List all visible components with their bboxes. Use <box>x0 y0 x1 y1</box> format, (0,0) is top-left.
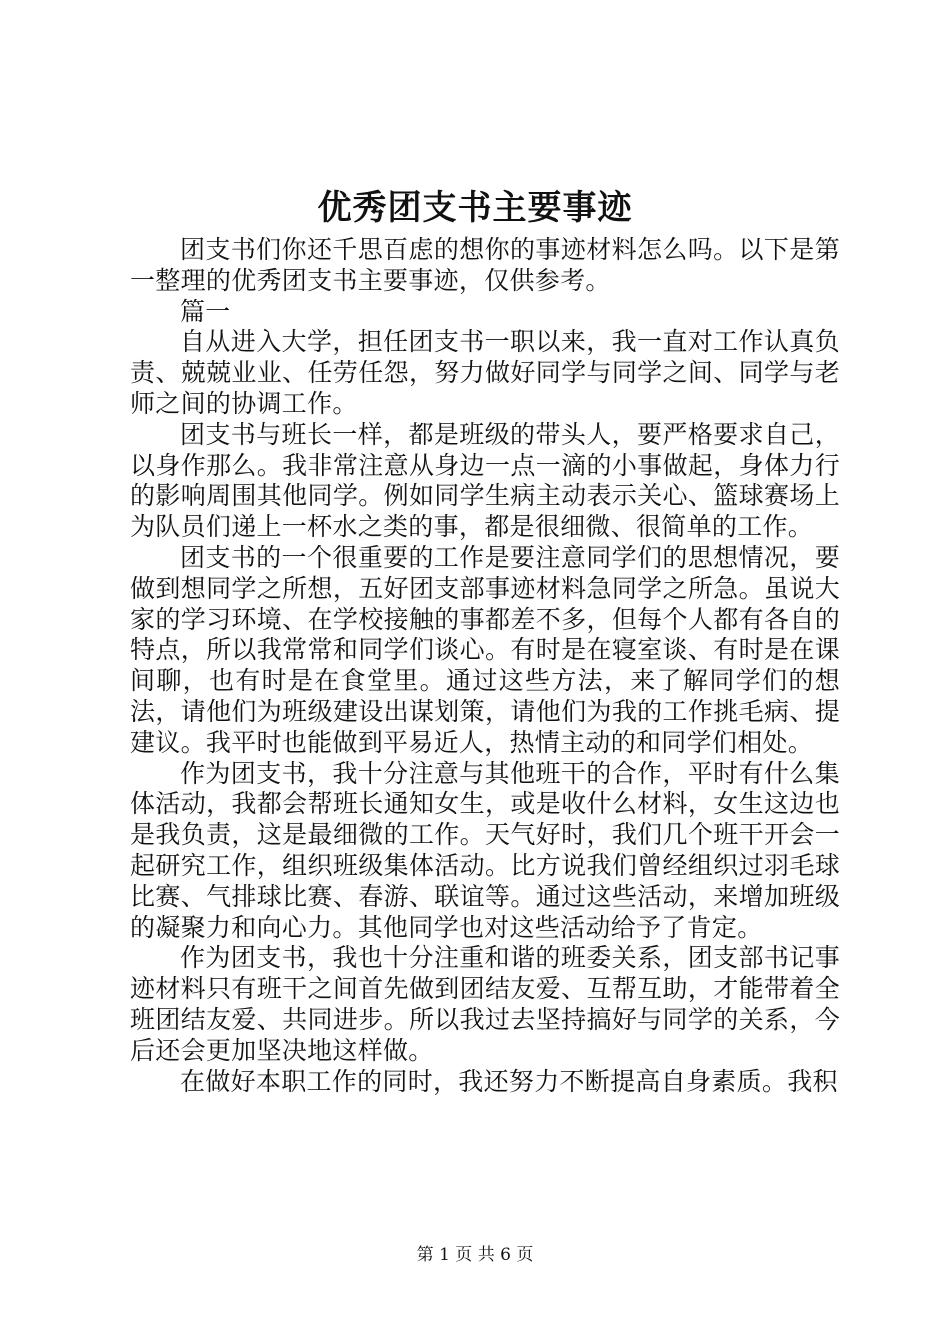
document-title: 优秀团支书主要事迹 <box>317 188 633 228</box>
paragraph: 团支书的一个很重要的工作是要注意同学们的思想情况，要做到想同学之所想，五好团支部事迹材料急同学之所急。虽说大家的学习环境、在学校接触的事都差不多，但每个人都有各自的特点，所以我常常和同学们谈心。有时是在寝室谈、有时是在课间聊，也有时是在食堂里。通过这些方法，来了解同学们的想法，请他们为班级建设出谋划策，请他们为我的工作挑毛病、提建议。我平时也能做到平易近人，热情主动的和同学们相处。 <box>130 542 840 757</box>
paragraph: 在做好本职工作的同时，我还努力不断提高自身素质。我积 <box>180 1066 838 1096</box>
paragraph: 团支书与班长一样，都是班级的带头人，要严格要求自己，以身作那么。我非常注意从身边一点一滴的小事做起，身体力行的影响周围其他同学。例如同学生病主动表示关心、篮球赛场上为队员们递上一杯水之类的事，都是很细微、很简单的工作。 <box>130 419 840 542</box>
paragraph: 作为团支书，我也十分注重和谐的班委关系，团支部书记事迹材料只有班干之间首先做到团结友爱、互帮互助，才能带着全班团结友爱、共同进步。所以我过去坚持搞好与同学的关系，今后还会更加坚决地这样做。 <box>130 943 840 1065</box>
page-number-footer: 第 1 页 共 6 页 <box>416 1245 534 1265</box>
paragraph: 作为团支书，我十分注意与其他班干的合作，平时有什么集体活动，我都会帮班长通知女生，或是收什么材料，女生这边也是我负责，这是最细微的工作。天气好时，我们几个班干开会一起研究工作，组织班级集体活动。比方说我们曾经组织过羽毛球比赛、气排球比赛、春游、联谊等。通过这些活动，来增加班级的凝聚力和向心力。其他同学也对这些活动给予了肯定。 <box>130 758 840 942</box>
document-body <box>130 235 840 1097</box>
paragraph: 自从进入大学，担任团支书一职以来，我一直对工作认真负责、兢兢业业、任劳任怨，努力做好同学与同学之间、同学与老师之间的协调工作。 <box>130 327 840 418</box>
section-label: 篇一 <box>180 296 231 326</box>
paragraph-intro: 团支书们你还千思百虑的想你的事迹材料怎么吗。以下是第一整理的优秀团支书主要事迹，仅供参考。 <box>130 235 840 295</box>
